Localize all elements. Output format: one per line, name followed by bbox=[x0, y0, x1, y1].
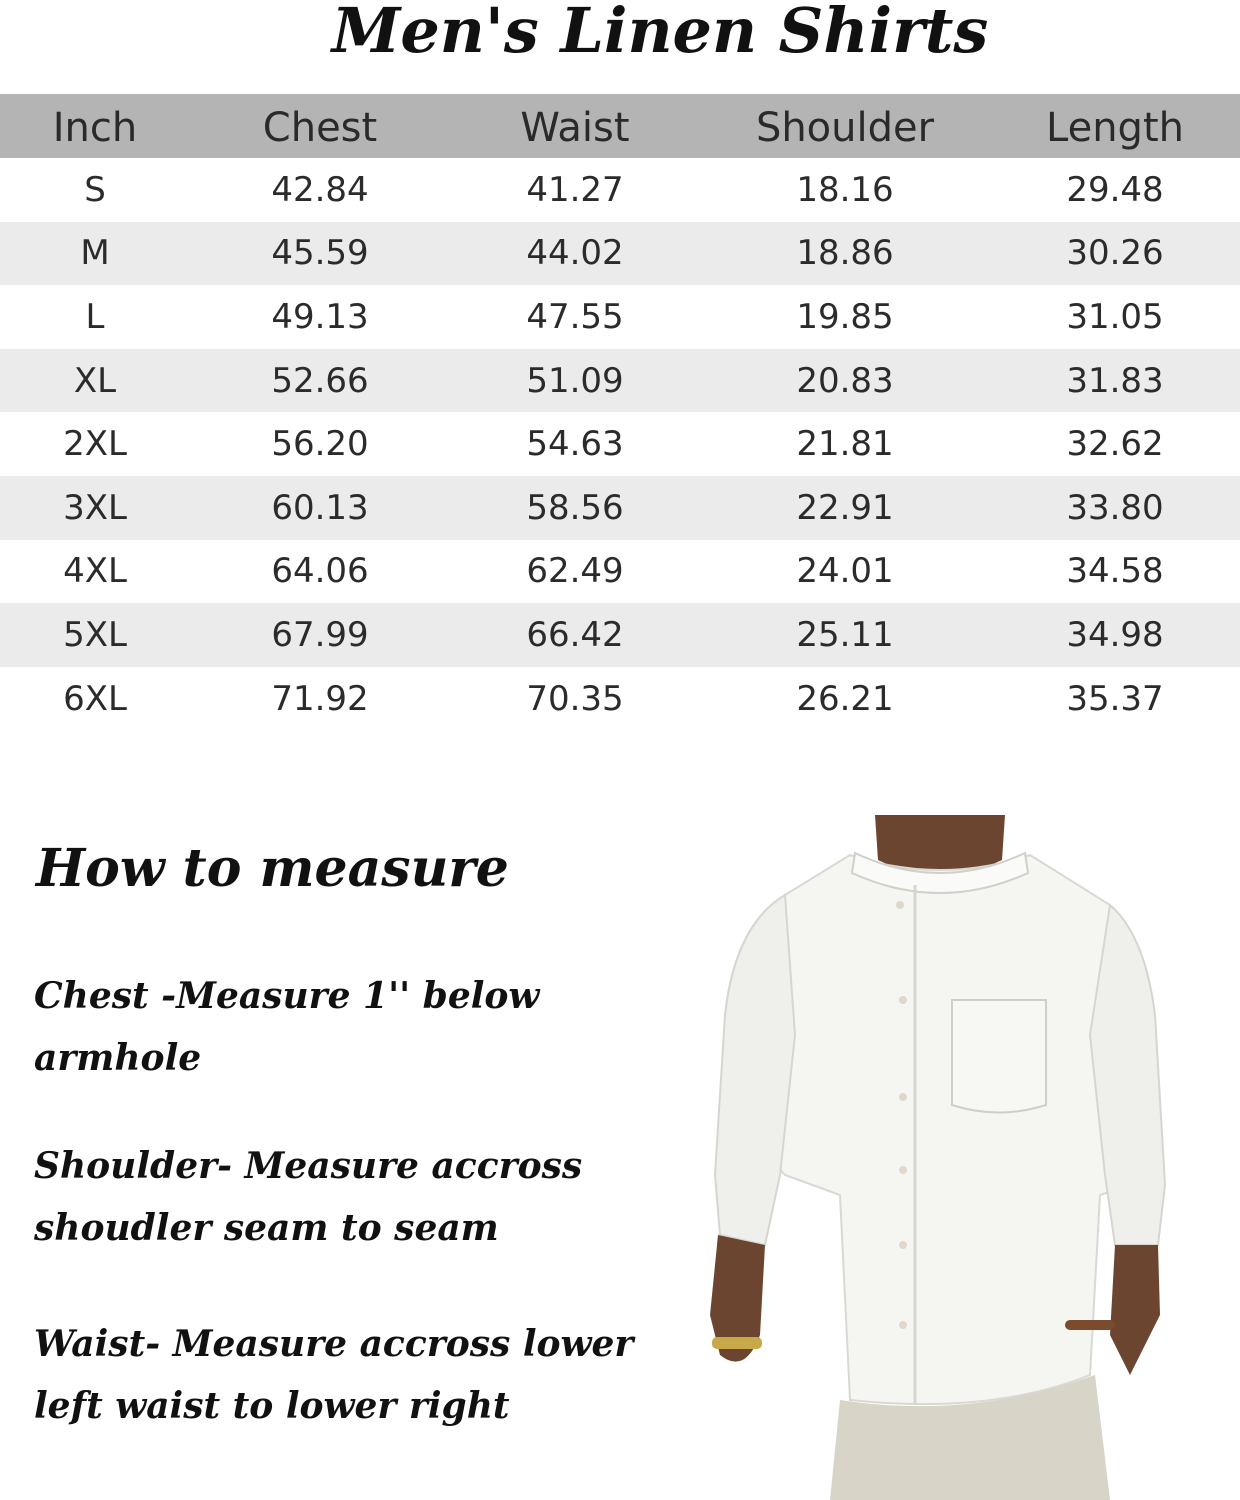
shoulder-cell: 25.11 bbox=[796, 614, 894, 655]
shirt-left-sleeve bbox=[715, 895, 795, 1245]
header-waist: Waist bbox=[520, 105, 630, 151]
size-cell: 4XL bbox=[63, 551, 127, 592]
length-cell: 33.80 bbox=[1066, 487, 1164, 528]
shoulder-cell: 21.81 bbox=[796, 424, 894, 465]
chest-cell: 64.06 bbox=[271, 551, 369, 592]
chest-cell: 45.59 bbox=[271, 233, 369, 274]
chest-cell: 60.13 bbox=[271, 487, 369, 528]
table-row bbox=[0, 476, 1240, 540]
header-inch: Inch bbox=[52, 105, 138, 151]
shirt-button bbox=[896, 901, 904, 909]
table-header-row bbox=[0, 94, 1240, 158]
chest-cell: 42.84 bbox=[271, 169, 369, 210]
length-cell: 34.98 bbox=[1066, 614, 1164, 655]
shoulder-cell: 20.83 bbox=[796, 360, 894, 401]
waist-cell: 58.56 bbox=[526, 487, 624, 528]
size-table bbox=[0, 94, 1240, 730]
waist-cell: 51.09 bbox=[526, 360, 624, 401]
shoulder-cell: 24.01 bbox=[796, 551, 894, 592]
size-cell: 2XL bbox=[63, 424, 127, 465]
header-shoulder: Shoulder bbox=[755, 105, 935, 151]
length-cell: 31.05 bbox=[1066, 296, 1164, 337]
length-cell: 30.26 bbox=[1066, 233, 1164, 274]
table-row bbox=[0, 222, 1240, 286]
waist-cell: 66.42 bbox=[526, 614, 624, 655]
shirt-button bbox=[899, 1093, 907, 1101]
chest-cell: 56.20 bbox=[271, 424, 369, 465]
chest-cell: 52.66 bbox=[271, 360, 369, 401]
waist-cell: 62.49 bbox=[526, 551, 624, 592]
length-cell: 29.48 bbox=[1066, 169, 1164, 210]
length-cell: 31.83 bbox=[1066, 360, 1164, 401]
shoulder-cell: 18.86 bbox=[796, 233, 894, 274]
chest-cell: 49.13 bbox=[271, 296, 369, 337]
right-forearm bbox=[1110, 1245, 1160, 1375]
shirt-button bbox=[899, 1241, 907, 1249]
table-row bbox=[0, 603, 1240, 667]
shirt-chest-pocket bbox=[952, 1000, 1046, 1113]
shoulder-cell: 22.91 bbox=[796, 487, 894, 528]
table-row bbox=[0, 158, 1240, 222]
header-chest: Chest bbox=[262, 105, 378, 151]
left-bracelet bbox=[712, 1337, 762, 1349]
waist-instruction: Waist- Measure accross lower left waist to lower right bbox=[34, 1323, 634, 1427]
length-cell: 32.62 bbox=[1066, 424, 1164, 465]
size-cell: L bbox=[85, 296, 105, 337]
table-row bbox=[0, 349, 1240, 413]
chest-cell: 71.92 bbox=[271, 678, 369, 719]
table-row bbox=[0, 667, 1240, 731]
size-cell: 3XL bbox=[63, 487, 127, 528]
waist-cell: 41.27 bbox=[526, 169, 624, 210]
length-cell: 35.37 bbox=[1066, 678, 1164, 719]
how-to-measure-heading: How to measure bbox=[36, 838, 509, 899]
model-shirt-photo bbox=[690, 815, 1190, 1500]
shoulder-instruction: Shoulder- Measure accross shoudler seam to seam bbox=[34, 1145, 583, 1249]
shoulder-cell: 18.16 bbox=[796, 169, 894, 210]
chest-instruction: Chest -Measure 1'' below armhole bbox=[34, 975, 540, 1079]
right-bracelet bbox=[1065, 1320, 1115, 1330]
shoulder-cell: 19.85 bbox=[796, 296, 894, 337]
table-row bbox=[0, 540, 1240, 604]
waist-cell: 54.63 bbox=[526, 424, 624, 465]
waist-cell: 44.02 bbox=[526, 233, 624, 274]
shirt-button bbox=[899, 996, 907, 1004]
size-cell: 5XL bbox=[63, 614, 127, 655]
shirt-button bbox=[899, 1166, 907, 1174]
chest-cell: 67.99 bbox=[271, 614, 369, 655]
header-length: Length bbox=[1046, 105, 1184, 151]
shirt-button bbox=[899, 1321, 907, 1329]
table-row bbox=[0, 412, 1240, 476]
size-cell: XL bbox=[73, 360, 117, 401]
length-cell: 34.58 bbox=[1066, 551, 1164, 592]
size-cell: S bbox=[84, 169, 106, 210]
size-cell: 6XL bbox=[63, 678, 127, 719]
size-cell: M bbox=[80, 233, 110, 274]
page-title: Men's Linen Shirts bbox=[331, 0, 989, 67]
table-row bbox=[0, 285, 1240, 349]
shoulder-cell: 26.21 bbox=[796, 678, 894, 719]
waist-cell: 70.35 bbox=[526, 678, 624, 719]
waist-cell: 47.55 bbox=[526, 296, 624, 337]
